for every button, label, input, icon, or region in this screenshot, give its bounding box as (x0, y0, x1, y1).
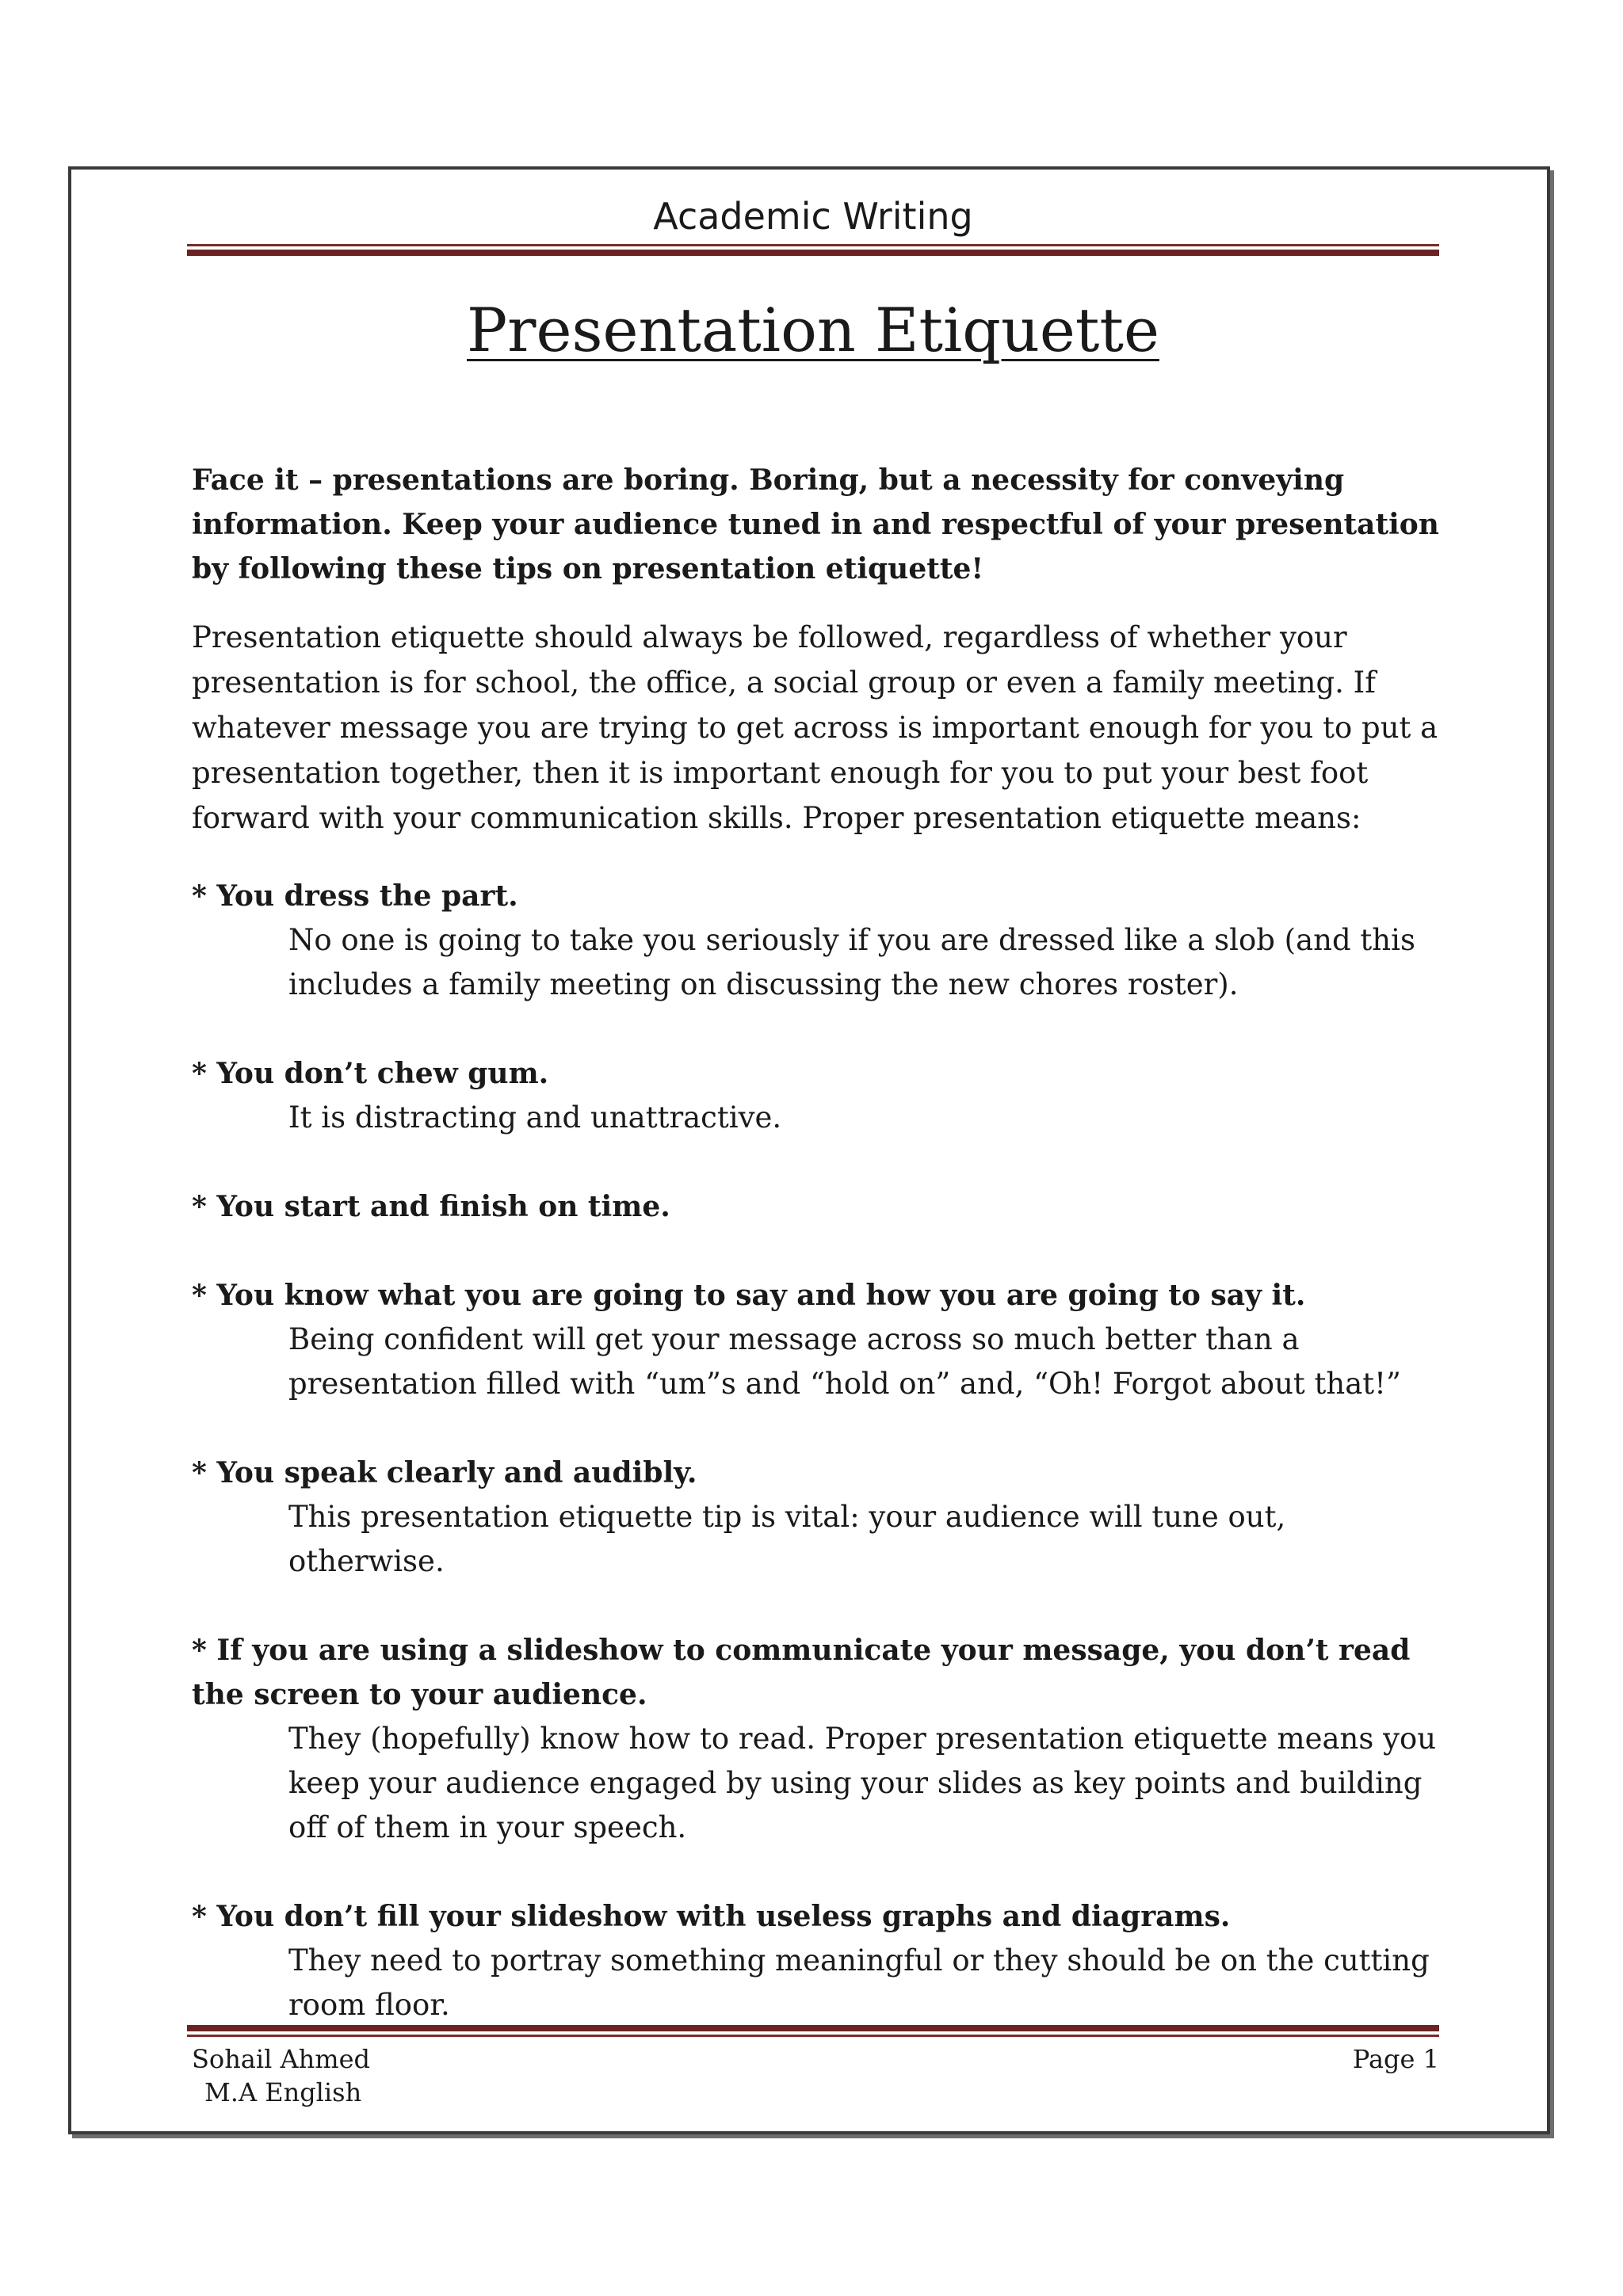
header-rule (187, 244, 1439, 256)
tip-body: No one is going to take you seriously if you are dressed like a slob (and this includes a family meeting on discussing the new chores roster). (288, 923, 1415, 1001)
tip-item (192, 874, 1444, 1007)
tip-item (192, 1273, 1444, 1406)
tip-body: This presentation etiquette tip is vital: your audience will tune out, otherwise. (288, 1500, 1286, 1578)
tip-item (192, 1051, 1444, 1140)
header-title: Academic Writing (653, 195, 973, 238)
tip-title: * You start and finish on time. (192, 1190, 670, 1223)
tip-body: They (hopefully) know how to read. Proper presentation etiquette means you keep your audience engaged by using your slides as key points and building off of them in your speech. (288, 1722, 1437, 1844)
document-title: Presentation Etiquette (467, 295, 1159, 365)
tip-title: * If you are using a slideshow to communicate your message, you don’t read the screen to your audience. (192, 1634, 1411, 1711)
footer-author: Sohail Ahmed (192, 2044, 370, 2074)
tip-body: Being confident will get your message across so much better than a presentation filled with “um”s and “hold on” and, “Oh! Forgot about that!” (288, 1322, 1401, 1401)
lead-paragraph: Face it – presentations are boring. Boring, but a necessity for conveying information. Keep your audience tuned in and respectful of your presentation by following these tips on presentation etiquette! (192, 463, 1439, 585)
tip-body: They need to portray something meaningful or they should be on the cutting room floor. (288, 1943, 1430, 2022)
intro-paragraph: Presentation etiquette should always be followed, regardless of whether your presentation is for school, the office, a social group or even a family meeting. If whatever message you are trying to get across is important enough for you to put a presentation together, then it is important enough for you to put your best foot forward with your communication skills. Proper presentation etiquette means: (192, 620, 1438, 835)
tip-title: * You dress the part. (192, 879, 518, 913)
footer-credential: M.A English (204, 2077, 362, 2107)
tip-item (192, 1894, 1444, 2027)
tip-title: * You know what you are going to say and how you are going to say it. (192, 1279, 1306, 1312)
tip-title: * You speak clearly and audibly. (192, 1456, 697, 1489)
footer-author-block (192, 2042, 370, 2109)
tip-item (192, 1184, 1444, 1229)
footer-rule (187, 2025, 1439, 2037)
document-body (192, 458, 1444, 2072)
tip-title: * You don’t chew gum. (192, 1057, 549, 1090)
tip-item (192, 1628, 1444, 1850)
tip-body: It is distracting and unattractive. (288, 1100, 782, 1135)
footer-page-number: Page 1 (1352, 2044, 1439, 2074)
tip-title: * You don’t fill your slideshow with useless graphs and diagrams. (192, 1900, 1231, 1933)
tip-item (192, 1451, 1444, 1584)
